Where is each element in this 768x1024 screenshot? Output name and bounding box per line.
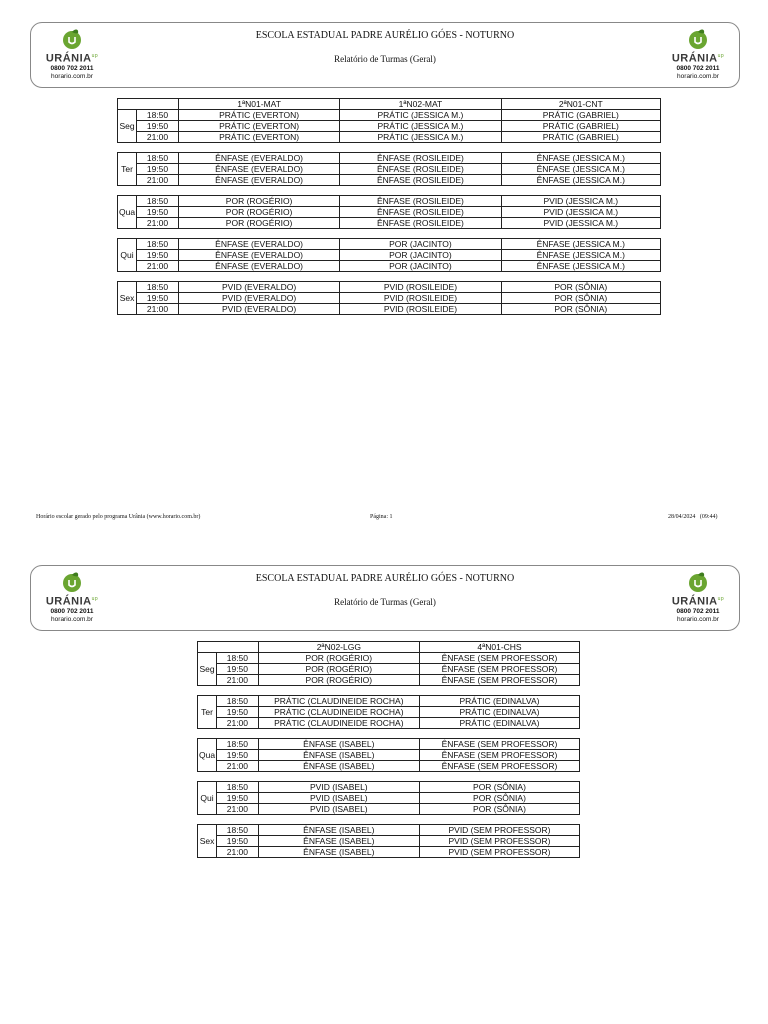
urania-leaf-logo-icon: [687, 28, 709, 50]
lesson-cell: ÊNFASE (EVERALDO): [178, 239, 339, 250]
lesson-cell: ÊNFASE (ISABEL): [258, 739, 419, 750]
lesson-cell: ÊNFASE (EVERALDO): [178, 175, 339, 186]
lesson-cell: PVID (ISABEL): [258, 782, 419, 793]
brand-name: URÁNIA: [671, 52, 718, 65]
lesson-cell: POR (SÔNIA): [501, 282, 660, 293]
brand-site: horario.com.br: [677, 615, 719, 623]
lesson-cell: PRÁTIC (CLAUDINEIDE ROCHA): [258, 696, 419, 707]
time-cell: 18:50: [137, 196, 179, 207]
lesson-cell: POR (SÔNIA): [501, 304, 660, 315]
lesson-cell: ÊNFASE (SEM PROFESSOR): [419, 653, 579, 664]
schedule-row: [198, 739, 580, 750]
lesson-cell: ÊNFASE (SEM PROFESSOR): [419, 761, 579, 772]
schedule-row: [118, 239, 661, 250]
lesson-cell: PVID (ISABEL): [258, 793, 419, 804]
schedule-row: [118, 110, 661, 121]
lesson-cell: ÊNFASE (JESSICA M.): [501, 153, 660, 164]
day-label: Seg: [198, 653, 217, 686]
schedule-row: [198, 836, 580, 847]
footer-generator: Horário escolar gerado pelo programa Urânia (www.horario.com.br): [36, 514, 201, 520]
time-cell: 21:00: [217, 718, 259, 729]
lesson-cell: ÊNFASE (ROSILEIDE): [340, 218, 501, 229]
footer-page: Página: 1: [370, 514, 393, 520]
lesson-cell: ÊNFASE (ROSILEIDE): [340, 153, 501, 164]
lesson-cell: POR (ROGÉRIO): [178, 218, 339, 229]
schedule-row: [198, 804, 580, 815]
lesson-cell: PRÁTIC (EVERTON): [178, 132, 339, 143]
lesson-cell: POR (SÔNIA): [501, 293, 660, 304]
day-separator: [118, 186, 661, 196]
footer-date: 28/04/2024: [668, 514, 696, 520]
day-separator: [198, 815, 580, 825]
lesson-cell: ÊNFASE (SEM PROFESSOR): [419, 750, 579, 761]
lesson-cell: PVID (JESSICA M.): [501, 196, 660, 207]
brand-phone: 0800 702 2011: [676, 64, 720, 72]
lesson-cell: ÊNFASE (JESSICA M.): [501, 164, 660, 175]
lesson-cell: ÊNFASE (ISABEL): [258, 761, 419, 772]
day-label: Ter: [198, 696, 217, 729]
time-cell: 18:50: [217, 653, 259, 664]
lesson-cell: ÊNFASE (ISABEL): [258, 825, 419, 836]
lesson-cell: POR (SÔNIA): [419, 793, 579, 804]
schedule-row: [118, 196, 661, 207]
time-cell: 18:50: [217, 696, 259, 707]
schedule-table: [117, 98, 661, 315]
lesson-cell: PVID (ROSILEIDE): [340, 293, 501, 304]
schedule-row: [198, 696, 580, 707]
day-label: Sex: [198, 825, 217, 858]
urania-logo: [661, 571, 735, 629]
lesson-cell: POR (JACINTO): [340, 261, 501, 272]
time-cell: 21:00: [217, 804, 259, 815]
lesson-cell: POR (ROGÉRIO): [258, 653, 419, 664]
day-label: Qui: [198, 782, 217, 815]
header-row: [198, 642, 580, 653]
schedule-row: [198, 847, 580, 858]
school-name: ESCOLA ESTADUAL PADRE AURÉLIO GÓES - NOTURNO: [255, 573, 515, 584]
lesson-cell: PRÁTIC (JESSICA M.): [340, 121, 501, 132]
schedule-row: [198, 664, 580, 675]
time-cell: 19:50: [137, 207, 179, 218]
report-title: Relatório de Turmas (Geral): [334, 54, 436, 64]
lesson-cell: PVID (SEM PROFESSOR): [419, 836, 579, 847]
lesson-cell: ÊNFASE (EVERALDO): [178, 261, 339, 272]
brand-name: URÁNIA: [671, 595, 718, 608]
time-cell: 21:00: [137, 132, 179, 143]
schedule-row: [198, 793, 580, 804]
lesson-cell: POR (JACINTO): [340, 250, 501, 261]
lesson-cell: POR (ROGÉRIO): [178, 207, 339, 218]
schedule-row: [198, 750, 580, 761]
time-cell: 21:00: [137, 175, 179, 186]
lesson-cell: POR (SÔNIA): [419, 804, 579, 815]
time-cell: 21:00: [137, 304, 179, 315]
time-cell: 19:50: [137, 164, 179, 175]
schedule-row: [198, 707, 580, 718]
urania-leaf-logo-icon: [687, 571, 709, 593]
lesson-cell: ÊNFASE (ROSILEIDE): [340, 207, 501, 218]
schedule-row: [198, 825, 580, 836]
schedule-row: [198, 675, 580, 686]
class-header: 1ªN01-MAT: [178, 99, 339, 110]
lesson-cell: PRÁTIC (EVERTON): [178, 121, 339, 132]
lesson-cell: ÊNFASE (JESSICA M.): [501, 261, 660, 272]
brand-superscript: up: [717, 596, 725, 602]
class-header: 2ªN01-CNT: [501, 99, 660, 110]
lesson-cell: ÊNFASE (JESSICA M.): [501, 250, 660, 261]
schedule-row: [198, 782, 580, 793]
lesson-cell: POR (JACINTO): [340, 239, 501, 250]
footer-time: (09:44): [699, 514, 718, 520]
lesson-cell: PVID (ROSILEIDE): [340, 304, 501, 315]
time-cell: 21:00: [217, 675, 259, 686]
lesson-cell: PRÁTIC (JESSICA M.): [340, 110, 501, 121]
lesson-cell: ÊNFASE (SEM PROFESSOR): [419, 664, 579, 675]
lesson-cell: PVID (JESSICA M.): [501, 207, 660, 218]
day-separator: [198, 772, 580, 782]
lesson-cell: PRÁTIC (GABRIEL): [501, 132, 660, 143]
lesson-cell: PRÁTIC (GABRIEL): [501, 121, 660, 132]
day-label: Sex: [118, 282, 137, 315]
lesson-cell: POR (SÔNIA): [419, 782, 579, 793]
lesson-cell: POR (ROGÉRIO): [258, 664, 419, 675]
time-cell: 19:50: [217, 750, 259, 761]
class-header: 1ªN02-MAT: [340, 99, 501, 110]
brand-site: horario.com.br: [677, 72, 719, 80]
lesson-cell: PVID (SEM PROFESSOR): [419, 825, 579, 836]
time-cell: 18:50: [137, 282, 179, 293]
lesson-cell: ÊNFASE (JESSICA M.): [501, 175, 660, 186]
lesson-cell: PRÁTIC (CLAUDINEIDE ROCHA): [258, 718, 419, 729]
day-label: Qui: [118, 239, 137, 272]
brand-superscript: up: [91, 596, 99, 602]
lesson-cell: PVID (SEM PROFESSOR): [419, 847, 579, 858]
lesson-cell: ÊNFASE (ROSILEIDE): [340, 175, 501, 186]
brand-phone: 0800 702 2011: [50, 64, 94, 72]
time-cell: 21:00: [137, 218, 179, 229]
lesson-cell: PRÁTIC (EDINALVA): [419, 707, 579, 718]
brand-name: URÁNIA: [45, 595, 92, 608]
schedule-row: [118, 164, 661, 175]
lesson-cell: ÊNFASE (ROSILEIDE): [340, 164, 501, 175]
time-cell: 19:50: [217, 836, 259, 847]
schedule-row: [118, 218, 661, 229]
day-label: Ter: [118, 153, 137, 186]
lesson-cell: ÊNFASE (EVERALDO): [178, 250, 339, 261]
class-header: 4ªN01-CHS: [419, 642, 579, 653]
time-cell: 18:50: [137, 239, 179, 250]
day-separator: [198, 686, 580, 696]
blank-header-cell: [198, 642, 259, 653]
time-cell: 19:50: [217, 707, 259, 718]
lesson-cell: PVID (EVERALDO): [178, 293, 339, 304]
time-cell: 19:50: [137, 121, 179, 132]
schedule-row: [198, 761, 580, 772]
schedule-row: [118, 175, 661, 186]
day-label: Qua: [118, 196, 137, 229]
lesson-cell: POR (ROGÉRIO): [178, 196, 339, 207]
lesson-cell: PRÁTIC (GABRIEL): [501, 110, 660, 121]
school-name: ESCOLA ESTADUAL PADRE AURÉLIO GÓES - NOTURNO: [255, 30, 515, 41]
day-separator: [118, 143, 661, 153]
day-separator: [198, 729, 580, 739]
page-header: [30, 22, 740, 88]
time-cell: 18:50: [137, 153, 179, 164]
lesson-cell: PVID (ISABEL): [258, 804, 419, 815]
brand-superscript: up: [91, 53, 99, 59]
time-cell: 21:00: [217, 761, 259, 772]
schedule-row: [198, 653, 580, 664]
schedule-row: [118, 282, 661, 293]
schedule-row: [118, 132, 661, 143]
lesson-cell: PVID (ROSILEIDE): [340, 282, 501, 293]
brand-phone: 0800 702 2011: [676, 607, 720, 615]
day-separator: [118, 272, 661, 282]
page-header: [30, 565, 740, 631]
lesson-cell: ÊNFASE (JESSICA M.): [501, 239, 660, 250]
lesson-cell: ÊNFASE (ISABEL): [258, 750, 419, 761]
schedule-row: [118, 207, 661, 218]
lesson-cell: PRÁTIC (EDINALVA): [419, 718, 579, 729]
lesson-cell: ÊNFASE (ISABEL): [258, 836, 419, 847]
time-cell: 19:50: [217, 793, 259, 804]
schedule-row: [118, 250, 661, 261]
lesson-cell: ÊNFASE (ROSILEIDE): [340, 196, 501, 207]
time-cell: 19:50: [217, 664, 259, 675]
footer-timestamp: [668, 514, 718, 520]
brand-name: URÁNIA: [45, 52, 92, 65]
lesson-cell: PRÁTIC (CLAUDINEIDE ROCHA): [258, 707, 419, 718]
report-title: Relatório de Turmas (Geral): [334, 597, 436, 607]
schedule-row: [118, 153, 661, 164]
day-label: Seg: [118, 110, 137, 143]
schedule-row: [118, 293, 661, 304]
lesson-cell: PVID (EVERALDO): [178, 304, 339, 315]
time-cell: 21:00: [137, 261, 179, 272]
lesson-cell: ÊNFASE (EVERALDO): [178, 164, 339, 175]
brand-superscript: up: [717, 53, 725, 59]
time-cell: 19:50: [137, 250, 179, 261]
class-header: 2ªN02-LGG: [258, 642, 419, 653]
lesson-cell: PRÁTIC (EDINALVA): [419, 696, 579, 707]
lesson-cell: PVID (JESSICA M.): [501, 218, 660, 229]
time-cell: 18:50: [217, 739, 259, 750]
schedule-table: [197, 641, 580, 858]
schedule-row: [198, 718, 580, 729]
time-cell: 18:50: [217, 825, 259, 836]
time-cell: 18:50: [137, 110, 179, 121]
lesson-cell: PRÁTIC (EVERTON): [178, 110, 339, 121]
day-label: Qua: [198, 739, 217, 772]
lesson-cell: PVID (EVERALDO): [178, 282, 339, 293]
time-cell: 21:00: [217, 847, 259, 858]
schedule-row: [118, 121, 661, 132]
brand-phone: 0800 702 2011: [50, 607, 94, 615]
urania-logo: [661, 28, 735, 86]
lesson-cell: POR (ROGÉRIO): [258, 675, 419, 686]
lesson-cell: ÊNFASE (SEM PROFESSOR): [419, 675, 579, 686]
time-cell: 19:50: [137, 293, 179, 304]
blank-header-cell: [118, 99, 179, 110]
header-row: [118, 99, 661, 110]
schedule-row: [118, 261, 661, 272]
schedule-row: [118, 304, 661, 315]
lesson-cell: ÊNFASE (SEM PROFESSOR): [419, 739, 579, 750]
day-separator: [118, 229, 661, 239]
lesson-cell: ÊNFASE (ISABEL): [258, 847, 419, 858]
brand-site: horario.com.br: [51, 615, 93, 623]
lesson-cell: PRÁTIC (JESSICA M.): [340, 132, 501, 143]
lesson-cell: ÊNFASE (EVERALDO): [178, 153, 339, 164]
time-cell: 18:50: [217, 782, 259, 793]
brand-site: horario.com.br: [51, 72, 93, 80]
